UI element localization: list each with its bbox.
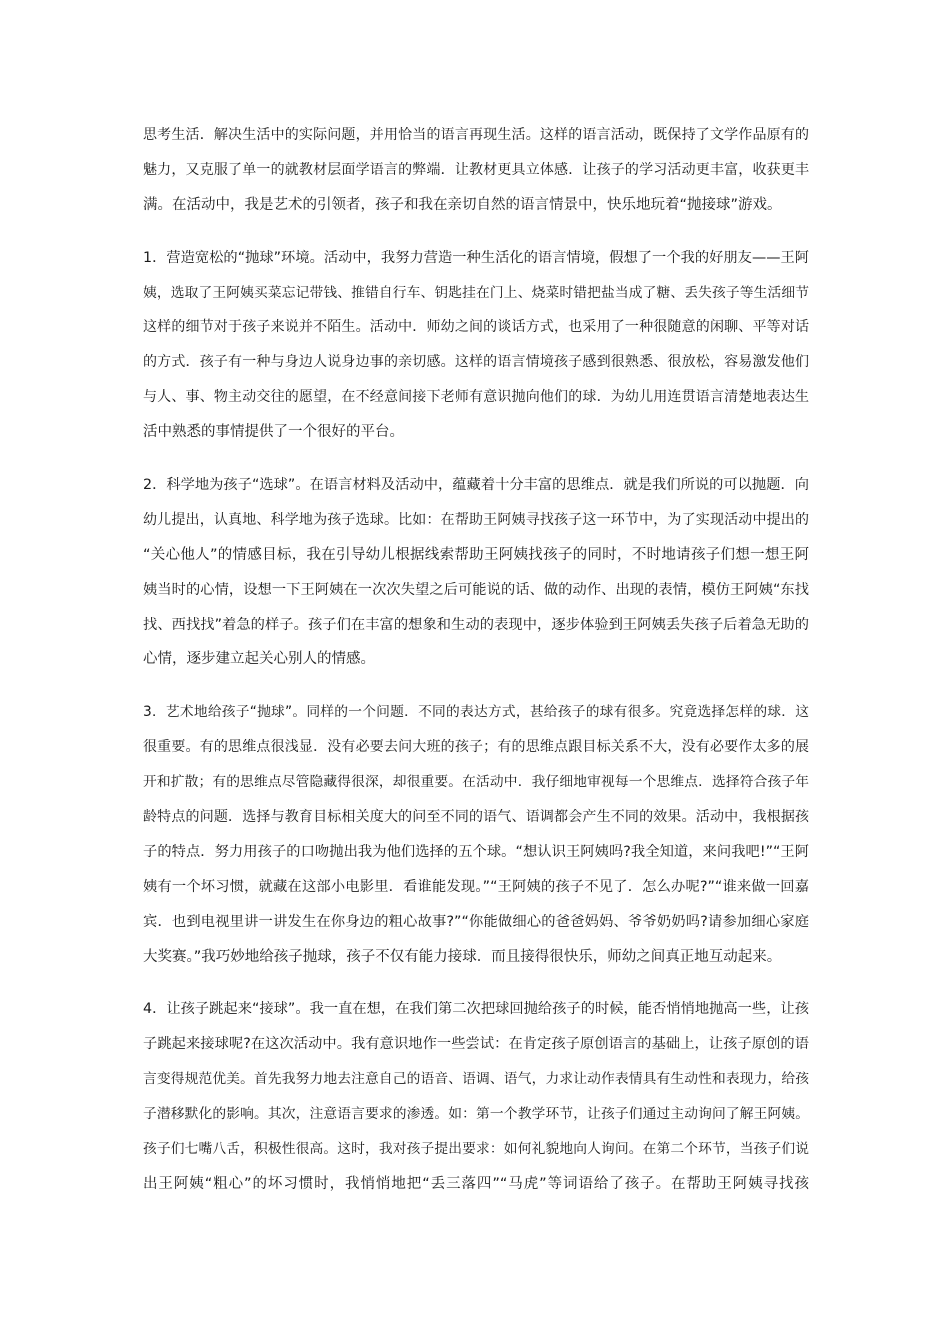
text-line: 4．让孩子跳起来“接球”。我一直在想，在我们第二次把球回抛给孩子的时候，能否悄悄地抛高一些，让孩 [143, 1001, 809, 1018]
text-line: 很重要。有的思维点很浅显．没有必要去问大班的孩子；有的思维点跟目标关系不大，没有必要作太多的展 [143, 739, 809, 756]
text-line: 姨有一个坏习惯，就藏在这部小电影里．看谁能发现。”“王阿姨的孩子不见了．怎么办呢?”“谁来做一回嘉 [143, 878, 809, 895]
text-line: 姨当时的心情，设想一下王阿姨在一次次失望之后可能说的话、做的动作、出现的表情，模仿王阿姨“东找 [143, 581, 809, 598]
text-line: 3．艺术地给孩子“抛球”。同样的一个问题．不同的表达方式，甚给孩子的球有很多。究竟选择怎样的球．这 [143, 704, 809, 721]
text-line: “关心他人”的情感目标，我在引导幼儿根据线索帮助王阿姨找孩子的同时，不时地请孩子们想一想王阿 [143, 546, 809, 563]
paragraph-intro [143, 118, 809, 223]
text-line: 宾．也到电视里讲一讲发生在你身边的粗心故事?”“你能做细心的爸爸妈妈、爷爷奶奶吗?请参加细心家庭 [143, 913, 809, 930]
text-line: 心情，逐步建立起关心别人的情感。 [143, 651, 375, 668]
document-body [143, 118, 809, 1220]
text-line: 孩子们七嘴八舌，积极性很高。这时，我对孩子提出要求：如何礼貌地向人询问。在第二个环节，当孩子们说 [143, 1141, 809, 1158]
text-line: 出王阿姨“粗心”的坏习惯时，我悄悄地把“丢三落四”“马虎”等词语给了孩子。在帮助王阿姨寻找孩 [143, 1175, 809, 1192]
text-line: 子潜移默化的影响。其次，注意语言要求的渗透。如：第一个教学环节，让孩子们通过主动询问了解王阿姨。 [143, 1106, 809, 1123]
text-line: 找、西找找”着急的样子。孩子们在丰富的想象和生动的表现中，逐步体验到王阿姨丢失孩子后着急无助的 [143, 616, 809, 633]
text-line: 魅力，又克服了单一的就教材层面学语言的弊端．让教材更具立体感．让孩子的学习活动更丰富，收获更丰 [143, 161, 809, 178]
text-line: 1．营造宽松的“抛球”环境。活动中，我努力营造一种生活化的语言情境，假想了一个我的好朋友——王阿 [143, 249, 809, 266]
text-line: 姨，选取了王阿姨买菜忘记带钱、推错自行车、钥匙挂在门上、烧菜时错把盐当成了糖、丢失孩子等生活细节 [143, 284, 809, 301]
text-line: 子跳起来接球呢?在这次活动中。我有意识地作一些尝试：在肯定孩子原创语言的基础上，让孩子原创的语 [143, 1036, 809, 1053]
text-line: 子的特点．努力用孩子的口吻抛出我为他们选择的五个球。“想认识王阿姨吗?我全知道，来问我吧!”“王阿 [143, 843, 809, 860]
paragraph-point-1 [143, 241, 809, 450]
paragraph-point-3 [143, 695, 809, 974]
text-line: 2．科学地为孩子“选球”。在语言材料及活动中，蕴藏着十分丰富的思维点．就是我们所说的可以抛题．向 [143, 477, 809, 494]
text-line: 活中熟悉的事情提供了一个很好的平台。 [143, 424, 404, 441]
text-line: 言变得规范优美。首先我努力地去注意自己的语音、语调、语气，力求让动作表情具有生动性和表现力，给孩 [143, 1071, 809, 1088]
text-line: 思考生活．解决生活中的实际问题，并用恰当的语言再现生活。这样的语言活动，既保持了文学作品原有的 [143, 127, 809, 143]
text-line: 满。在活动中，我是艺术的引领者，孩子和我在亲切自然的语言情景中，快乐地玩着“抛接球”游戏。 [143, 196, 782, 213]
text-line: 开和扩散；有的思维点尽管隐藏得很深，却很重要。在活动中．我仔细地审视每一个思维点．选择符合孩子年 [143, 774, 809, 791]
paragraph-point-4 [143, 992, 809, 1201]
text-line: 大奖赛。”我巧妙地给孩子抛球，孩子不仅有能力接球．而且接得很快乐，师幼之间真正地互动起来。 [143, 948, 782, 965]
text-line: 的方式．孩子有一种与身边人说身边事的亲切感。这样的语言情境孩子感到很熟悉、很放松，容易激发他们 [143, 354, 809, 371]
text-line: 这样的细节对于孩子来说并不陌生。活动中．师幼之间的谈话方式，也采用了一种很随意的闲聊、平等对话 [143, 319, 809, 336]
text-line: 幼儿提出，认真地、科学地为孩子选球。比如：在帮助王阿姨寻找孩子这一环节中，为了实现活动中提出的 [143, 511, 809, 528]
text-line: 与人、事、物主动交往的愿望，在不经意间接下老师有意识抛向他们的球．为幼儿用连贯语言清楚地表达生 [143, 389, 809, 406]
text-line: 龄特点的问题．选择与教育目标相关度大的问至不同的语气、语调都会产生不同的效果。活动中，我根据孩 [143, 809, 809, 826]
paragraph-point-2 [143, 468, 809, 677]
